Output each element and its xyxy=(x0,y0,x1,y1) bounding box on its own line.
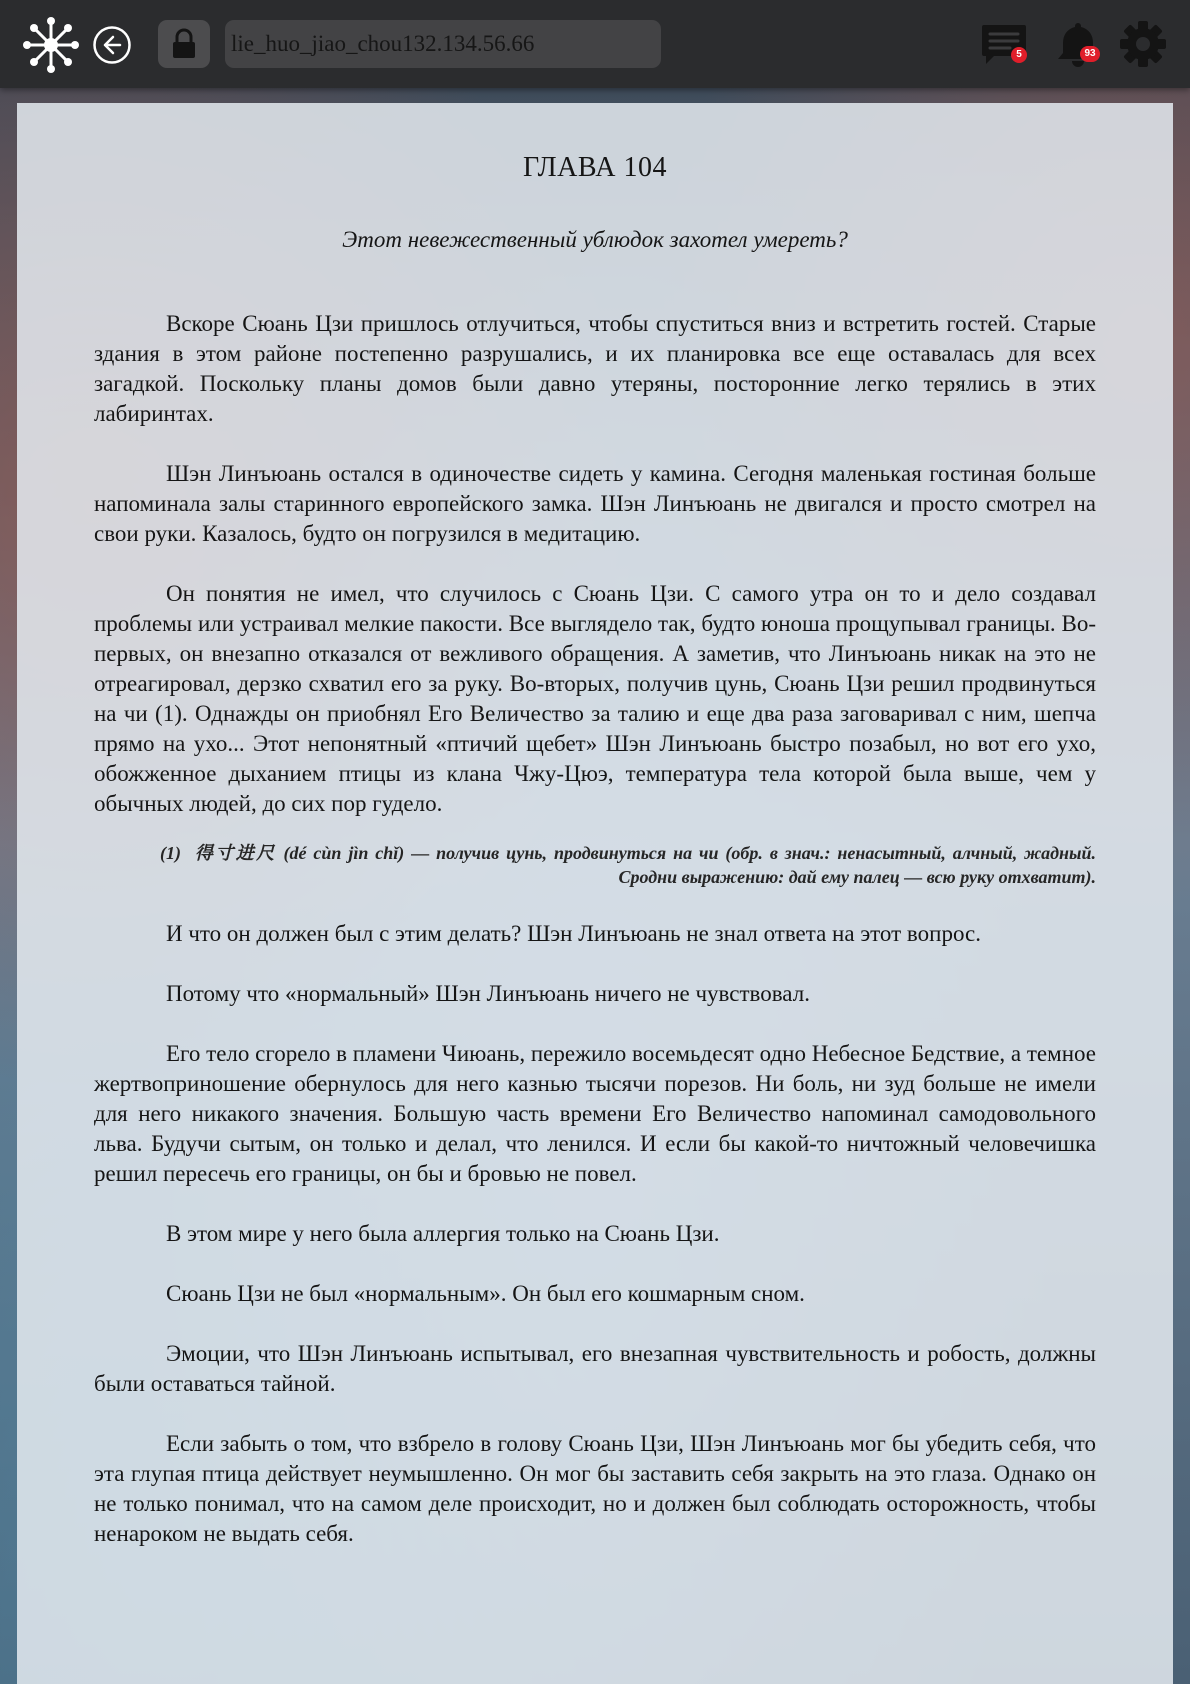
paragraph: Шэн Линъюань остался в одиночестве сидеть у камина. Сегодня маленькая гостиная больше напоминала залы старинного европейского замка. Шэн Линъюань не двигался и просто смотрел на свои руки. Казалось, будто он погрузился в медитацию. xyxy=(94,461,1096,546)
footnote-marker: (1) xyxy=(160,843,181,863)
chapter-subtitle: Этот невежественный ублюдок захотел умереть? xyxy=(342,227,848,252)
paragraph: Он понятия не имел, что случилось с Сюань Цзи. С самого утра он то и дело создавал проблемы или устраивал мелкие пакости. Все выглядело так, будто юноша прощупывал границы. Во-первых, он внезапно отказался от вежливого обращения. А заметив, что Линъюань никак на это не отреагировал, дерзко схватил его за руку. Во-вторых, получив цунь, Сюань Цзи решил продвинуться на чи (1). Однажды он приобнял Его Величество за талию и еще два раза заговаривал с ним, шепча прямо на ухо... Этот непонятный «птичий щебет» Шэн Линъюань быстро позабыл, но вот его ухо, обожженное дыханием птицы из клана Чжу-Цюэ, температура тела которой была выше, чем у обычных людей, до сих пор гудело. xyxy=(94,581,1096,816)
paragraph: В этом мире у него была аллергия только на Сюань Цзи. xyxy=(166,1221,720,1246)
top-toolbar xyxy=(0,0,1190,88)
notifications-count-badge: 93 xyxy=(1080,46,1100,62)
address-field[interactable]: lie_huo_jiao_chou132.134.56.66 xyxy=(225,20,661,68)
paragraph: Потому что «нормальный» Шэн Линъюань ничего не чувствовал. xyxy=(166,981,810,1006)
paragraph: Эмоции, что Шэн Линъюань испытывал, его внезапная чувствительность и робость, должны были оставаться тайной. xyxy=(94,1341,1096,1396)
footnote xyxy=(94,841,1096,889)
paragraph: Вскоре Сюань Цзи пришлось отлучиться, чтобы спуститься вниз и встретить гостей. Старые здания в этом районе постепенно разрушались, и их планировка все еще оставалась для всех загадкой. Поскольку планы домов были давно утеряны, посторонние легко терялись в этих лабиринтах. xyxy=(94,311,1096,426)
paragraph: Если забыть о том, что взбрело в голову Сюань Цзи, Шэн Линъюань мог бы убедить себя, что эта глупая птица действует неумышленно. Он мог бы заставить себя закрыть на это глаза. Однако он не только понимал, что на самом деле происходит, но и должен был соблюдать осторожность, чтобы ненароком не выдать себя. xyxy=(94,1431,1096,1546)
paragraph: И что он должен был с этим делать? Шэн Линъюань не знал ответа на этот вопрос. xyxy=(166,921,981,946)
network-logo-icon[interactable] xyxy=(22,16,80,74)
lock-icon xyxy=(170,28,198,60)
settings-gear-icon[interactable] xyxy=(1120,21,1166,67)
lock-button[interactable] xyxy=(158,20,210,68)
chapter-text xyxy=(94,309,1096,1549)
footnote-text: 得寸进尺 (dé cùn jìn chǐ) — получив цунь, продвинуться на чи (обр. в знач.: ненасытный, алчный, жадный. Сродни выражению: дай ему палец — всю руку отхватит). xyxy=(194,843,1096,887)
messages-count-badge: 5 xyxy=(1011,47,1027,63)
paragraph: Его тело сгорело в пламени Чиюань, пережило восемьдесят одно Небесное Бедствие, а темное жертвоприношение обернулось для него казнью тысячи порезов. Ни боль, ни зуд больше не имели для него никакого значения. Большую часть времени Его Величество напоминал самодовольного льва. Будучи сытым, он только и делал, что ленился. И если бы какой-то ничтожный человечишка решил пересечь его границы, он бы и бровью не повел. xyxy=(94,1041,1096,1186)
chapter-title: ГЛАВА 104 xyxy=(523,152,667,183)
paragraph: Сюань Цзи не был «нормальным». Он был его кошмарным сном. xyxy=(166,1281,805,1306)
back-arrow-icon[interactable] xyxy=(92,25,132,65)
chapter-reader-panel xyxy=(17,103,1173,1684)
